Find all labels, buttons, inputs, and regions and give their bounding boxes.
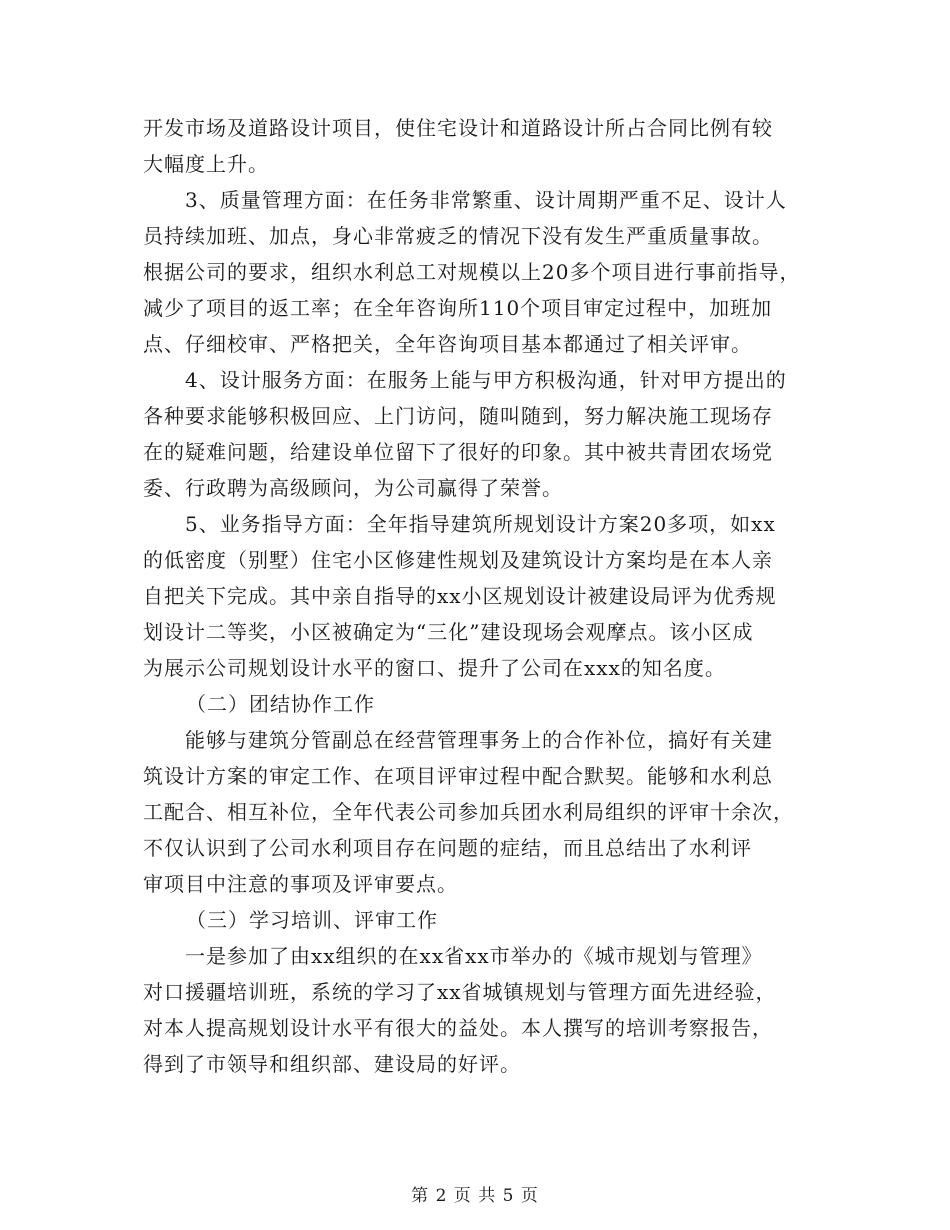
paragraph-heading-4: 4、设计服务方面：在服务上能与甲方积极沟通，针对甲方提出的 [185,368,787,392]
text-line: 筑设计方案的审定工作、在项目评审过程中配合默契。能够和水利总 [143,764,773,788]
text-line: 对本人提高规划设计水平有很大的益处。本人撰写的培训考察报告， [143,1016,773,1040]
text-line: 开发市场及道路设计项目，使住宅设计和道路设计所占合同比例有较 [143,116,773,140]
text-line: 能够与建筑分管副总在经营管理事务上的合作补位，搞好有关建 [185,728,773,752]
text-line: 一是参加了由xx组织的在xx省xx市举办的《城市规划与管理》 [185,944,763,968]
text-line: 大幅度上升。 [143,152,269,176]
section-heading-2: （二）团结协作工作 [186,692,375,716]
paragraph-heading-3: 3、质量管理方面：在任务非常繁重、设计周期严重不足、设计人 [185,188,787,212]
section-heading-3: （三）学习培训、评审工作 [186,908,438,932]
text-line: 的低密度（别墅）住宅小区修建性规划及建筑设计方案均是在本人亲 [143,548,773,572]
text-line: 各种要求能够积极回应、上门访问，随叫随到，努力解决施工现场存 [143,404,773,428]
text-line: 得到了市领导和组织部、建设局的好评。 [143,1052,521,1076]
text-line: 减少了项目的返工率；在全年咨询所110个项目审定过程中，加班加 [143,296,773,320]
page-number-footer: 第 2 页 共 5 页 [411,1186,539,1206]
text-line: 点、仔细校审、严格把关，全年咨询项目基本都通过了相关评审。 [143,332,752,356]
text-line: 自把关下完成。其中亲自指导的xx小区规划设计被建设局评为优秀规 [143,584,777,608]
text-line: 为展示公司规划设计水平的窗口、提升了公司在xxx的知名度。 [143,656,726,680]
text-line: 审项目中注意的事项及评审要点。 [143,872,458,896]
paragraph-heading-5: 5、业务指导方面：全年指导建筑所规划设计方案20多项，如xx [185,512,776,536]
text-line: 员持续加班、加点，身心非常疲乏的情况下没有发生严重质量事故。 [143,224,773,248]
text-line: 划设计二等奖，小区被确定为“三化”建设现场会观摩点。该小区成 [143,620,754,644]
text-line: 根据公司的要求，组织水利总工对规模以上20多个项目进行事前指导， [143,260,801,284]
text-line: 对口援疆培训班，系统的学习了xx省城镇规划与管理方面先进经验， [143,980,777,1004]
text-line: 工配合、相互补位，全年代表公司参加兵团水利局组织的评审十余次， [143,800,794,824]
text-line: 不仅认识到了公司水利项目存在问题的症结，而且总结出了水利评 [143,836,752,860]
text-line: 委、行政聘为高级顾问，为公司赢得了荣誉。 [143,476,563,500]
text-line: 在的疑难问题，给建设单位留下了很好的印象。其中被共青团农场党 [143,440,773,464]
